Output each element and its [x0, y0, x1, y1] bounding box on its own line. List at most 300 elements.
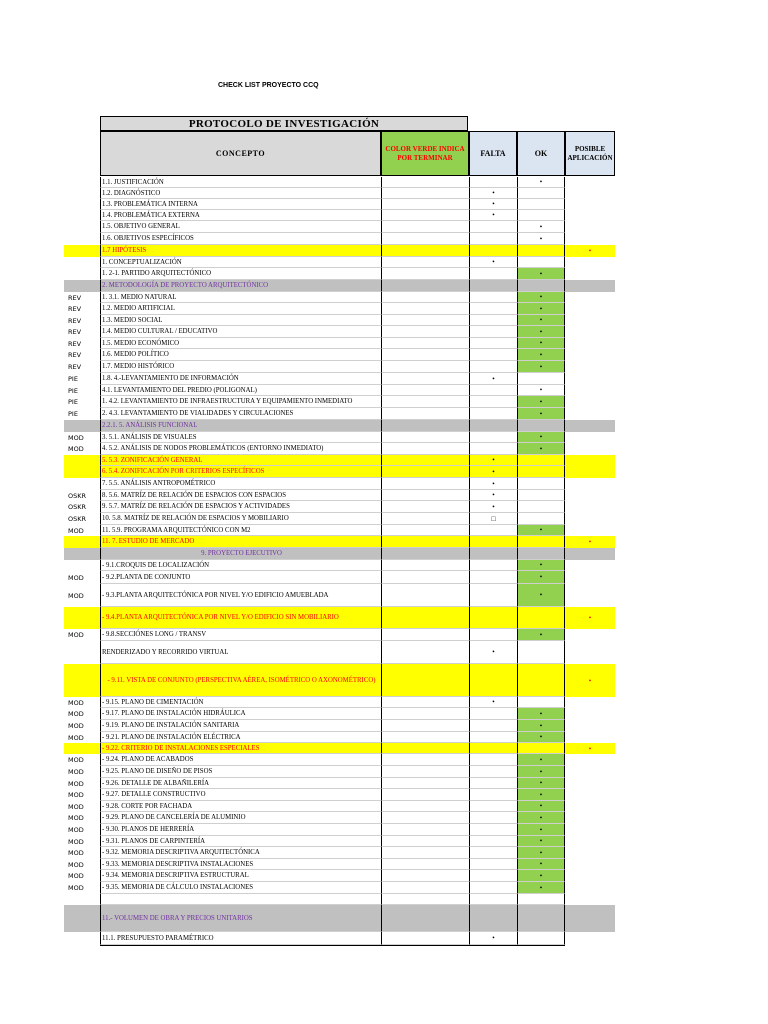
row-tag: PIE — [68, 398, 78, 406]
row-concept: 1. CONCEPTUALIZACIÓN — [100, 257, 381, 268]
row-ok: • — [517, 385, 565, 396]
row-ok: • — [517, 303, 565, 315]
row-tag — [68, 199, 100, 210]
row-ok — [517, 210, 565, 221]
row-color-cell — [381, 257, 469, 268]
row-tag: REV — [68, 328, 82, 336]
row-concept: - 9.4.PLANTA ARQUITECTÓNICA POR NIVEL Y/O EDIFICIO SIN MOBILIARIO — [100, 607, 381, 629]
row-ok — [517, 373, 565, 385]
row-color-cell — [381, 801, 469, 812]
row-concept: 1.2. DIAGNÓSTICO — [100, 188, 381, 199]
row-ok: • — [517, 801, 565, 812]
row-ok — [517, 641, 565, 664]
table-row — [0, 720, 768, 732]
row-falta: • — [469, 641, 517, 664]
row-falta — [469, 847, 517, 859]
row-falta — [469, 361, 517, 373]
row-concept: 10. 5.8. MATRÍZ DE RELACIÓN DE ESPACIOS Y MOBILIARIO — [100, 513, 381, 525]
table-row — [0, 292, 768, 303]
row-falta — [469, 905, 517, 932]
row-falta: • — [469, 466, 517, 478]
row-ok — [517, 490, 565, 501]
row-concept: 1. 3.1. MEDIO NATURAL — [100, 292, 381, 303]
row-color-cell — [381, 754, 469, 766]
row-falta: • — [469, 373, 517, 385]
row-tag: MOD — [68, 698, 84, 707]
row-ok — [517, 280, 565, 292]
row-color-cell — [381, 560, 469, 571]
row-concept: 6. 5.4. ZONIFICACIÓN POR CRITERIOS ESPECÍFICOS — [100, 466, 381, 478]
row-falta — [469, 812, 517, 824]
row-posible: • — [588, 247, 592, 255]
table-row — [0, 233, 768, 245]
row-posible — [565, 408, 615, 420]
row-tag: REV — [68, 351, 82, 359]
row-falta — [469, 743, 517, 754]
row-tag — [68, 210, 100, 221]
row-posible — [565, 812, 615, 824]
row-ok — [517, 257, 565, 268]
row-ok: • — [517, 836, 565, 847]
row-tag: REV — [68, 316, 82, 325]
table-row — [0, 257, 768, 268]
row-falta — [469, 789, 517, 801]
table-row — [0, 584, 768, 607]
table-row — [0, 836, 768, 847]
row-posible — [565, 292, 615, 303]
table-row — [0, 199, 768, 210]
row-ok — [517, 743, 565, 754]
row-concept: 8. 5.6. MATRÍZ DE RELACIÓN DE ESPACIOS CON ESPACIOS — [100, 490, 381, 501]
row-ok: • — [517, 789, 565, 801]
row-ok — [517, 245, 565, 257]
row-falta — [469, 584, 517, 607]
row-tag: MOD — [68, 791, 84, 799]
row-falta: • — [469, 501, 517, 513]
row-ok — [517, 199, 565, 210]
row-ok: • — [517, 720, 565, 732]
table-row — [0, 268, 768, 280]
row-concept: 3. 5.1. ANÁLISIS DE VISUALES — [100, 432, 381, 443]
row-ok — [517, 455, 565, 466]
row-color-cell — [381, 894, 469, 905]
row-color-cell — [381, 349, 469, 361]
row-concept: - 9.2.PLANTA DE CONJUNTO — [100, 571, 381, 584]
row-concept: 1.5. MEDIO ECONÓMICO — [100, 338, 381, 349]
row-ok: • — [517, 443, 565, 455]
row-concept: 9. PROYECTO EJECUTIVO — [100, 548, 381, 560]
header-posible: POSIBLE APLICACIÓN — [565, 131, 615, 176]
table-row — [0, 338, 768, 349]
row-concept: - 9.32. MEMORIA DESCRIPTIVA ARQUITECTÓNICA — [100, 847, 381, 859]
row-concept: - 9.31. PLANOS DE CARPINTERÍA — [100, 836, 381, 847]
row-posible — [565, 629, 615, 641]
row-concept: - 9.27. DETALLE CONSTRUCTIVO — [100, 789, 381, 801]
row-posible — [565, 501, 615, 513]
table-row — [0, 641, 768, 664]
row-posible — [565, 513, 615, 525]
row-ok: • — [517, 349, 565, 361]
table-row — [0, 766, 768, 778]
row-ok: • — [517, 629, 565, 641]
table-row — [0, 560, 768, 571]
row-tag — [68, 245, 100, 257]
row-posible — [565, 385, 615, 396]
row-posible — [565, 257, 615, 268]
row-falta — [469, 303, 517, 315]
row-ok: • — [517, 766, 565, 778]
table-row — [0, 629, 768, 641]
row-color-cell — [381, 315, 469, 326]
table-row — [0, 432, 768, 443]
table-row — [0, 420, 768, 432]
row-tag — [68, 536, 100, 548]
row-tag: MOD — [68, 802, 84, 811]
row-tag — [68, 188, 100, 199]
row-tag: MOD — [68, 779, 84, 788]
row-posible: • — [588, 744, 592, 753]
row-posible — [565, 894, 615, 905]
table-row — [0, 664, 768, 697]
row-falta: • — [469, 257, 517, 268]
row-color-cell — [381, 396, 469, 408]
row-color-cell — [381, 743, 469, 754]
row-color-cell — [381, 199, 469, 210]
header-falta: FALTA — [469, 131, 517, 176]
row-tag — [68, 455, 100, 466]
row-tag — [68, 607, 100, 629]
row-posible — [565, 338, 615, 349]
table-row — [0, 697, 768, 708]
table-row — [0, 870, 768, 882]
row-color-cell — [381, 177, 469, 188]
table-row — [0, 490, 768, 501]
row-tag — [68, 257, 100, 268]
row-falta — [469, 280, 517, 292]
row-concept: - 9.24. PLANO DE ACABADOS — [100, 754, 381, 766]
table-row — [0, 501, 768, 513]
row-tag: MOD — [68, 591, 84, 600]
row-concept: 11. 7. ESTUDIO DE MERCADO — [100, 536, 381, 548]
row-color-cell — [381, 812, 469, 824]
row-ok: • — [517, 571, 565, 584]
row-ok: • — [517, 859, 565, 870]
row-ok: • — [517, 408, 565, 420]
row-concept: 1.3. MEDIO SOCIAL — [100, 315, 381, 326]
row-ok: • — [517, 708, 565, 720]
table-row — [0, 708, 768, 720]
row-posible — [565, 373, 615, 385]
row-ok: • — [517, 882, 565, 894]
row-concept: 1.3. PROBLEMÁTICA INTERNA — [100, 199, 381, 210]
row-tag: PIE — [68, 386, 78, 395]
row-posible — [565, 233, 615, 245]
table-row — [0, 859, 768, 870]
row-posible — [565, 326, 615, 338]
row-tag: MOD — [68, 768, 84, 776]
row-tag: REV — [68, 363, 82, 371]
row-posible — [565, 210, 615, 221]
row-falta — [469, 338, 517, 349]
row-tag: PIE — [68, 375, 78, 383]
row-ok — [517, 905, 565, 932]
row-color-cell — [381, 548, 469, 560]
row-ok — [517, 697, 565, 708]
row-posible — [565, 801, 615, 812]
row-tag: MOD — [68, 756, 84, 764]
row-falta — [469, 233, 517, 245]
row-posible — [565, 303, 615, 315]
row-tag: MOD — [68, 872, 84, 880]
row-color-cell — [381, 789, 469, 801]
row-concept: 1.1. JUSTIFICACIÓN — [100, 177, 381, 188]
row-posible — [565, 315, 615, 326]
row-posible — [565, 932, 615, 945]
row-falta — [469, 824, 517, 836]
row-ok: • — [517, 525, 565, 536]
row-concept: - 9.17. PLANO DE INSTALACIÓN HIDRÁULICA — [100, 708, 381, 720]
row-falta — [469, 292, 517, 303]
row-falta — [469, 315, 517, 326]
row-concept: - 9.35. MEMORIA DE CÁLCULO INSTALACIONES — [100, 882, 381, 894]
row-posible — [565, 490, 615, 501]
row-concept: 1.7 HIPÓTESIS — [100, 245, 381, 257]
table-bottom-border — [100, 945, 565, 946]
row-ok: • — [517, 315, 565, 326]
row-concept: 1.7. MEDIO HISTÓRICO — [100, 361, 381, 373]
table-row — [0, 188, 768, 199]
row-falta — [469, 396, 517, 408]
table-row — [0, 732, 768, 743]
row-concept: - 9.33. MEMORIA DESCRIPTIVA INSTALACIONES — [100, 859, 381, 870]
row-falta — [469, 894, 517, 905]
row-falta: • — [469, 697, 517, 708]
row-color-cell — [381, 280, 469, 292]
row-falta — [469, 548, 517, 560]
row-concept: 2. METODOLOGÍA DE PROYECTO ARQUITECTÓNICO — [100, 280, 381, 292]
row-posible — [565, 177, 615, 188]
row-color-cell — [381, 455, 469, 466]
table-row — [0, 361, 768, 373]
row-posible: • — [588, 614, 592, 622]
row-concept: 11.1. PRESUPUESTO PARAMÉTRICO — [100, 932, 381, 945]
row-posible — [565, 697, 615, 708]
row-color-cell — [381, 210, 469, 221]
row-falta — [469, 766, 517, 778]
row-posible — [565, 560, 615, 571]
row-color-cell — [381, 490, 469, 501]
table-row — [0, 754, 768, 766]
row-falta: • — [469, 199, 517, 210]
row-tag: REV — [68, 305, 82, 313]
row-color-cell — [381, 361, 469, 373]
row-color-cell — [381, 778, 469, 789]
row-posible — [565, 836, 615, 847]
row-falta — [469, 801, 517, 812]
row-ok — [517, 607, 565, 629]
row-tag — [68, 233, 100, 245]
row-falta — [469, 432, 517, 443]
row-concept: - 9.34. MEMORIA DESCRIPTIVA ESTRUCTURAL — [100, 870, 381, 882]
row-ok — [517, 664, 565, 697]
row-color-cell — [381, 708, 469, 720]
row-posible — [565, 478, 615, 490]
row-falta — [469, 443, 517, 455]
row-posible — [565, 641, 615, 664]
table-row — [0, 932, 768, 945]
row-tag — [68, 894, 100, 905]
row-tag: REV — [68, 293, 82, 302]
row-tag — [68, 221, 100, 233]
row-color-cell — [381, 245, 469, 257]
row-ok — [517, 548, 565, 560]
row-falta — [469, 571, 517, 584]
row-ok: • — [517, 177, 565, 188]
table-row — [0, 778, 768, 789]
row-concept: - 9.1.CROQUIS DE LOCALIZACIÓN — [100, 560, 381, 571]
row-posible — [565, 870, 615, 882]
row-tag — [68, 177, 100, 188]
row-posible — [565, 432, 615, 443]
row-falta — [469, 560, 517, 571]
row-concept: - 9.25. PLANO DE DISEÑO DE PISOS — [100, 766, 381, 778]
row-tag: MOD — [68, 722, 84, 730]
row-concept: - 9.26. DETALLE DE ALBAÑILERÍA — [100, 778, 381, 789]
row-falta: • — [469, 932, 517, 945]
table-row — [0, 789, 768, 801]
table-row — [0, 349, 768, 361]
row-concept: 1. 4.2. LEVANTAMIENTO DE INFRAESTRUCTURA Y EQUIPAMIENTO INMEDIATO — [100, 396, 381, 408]
table-row — [0, 455, 768, 466]
row-posible — [565, 720, 615, 732]
row-tag — [68, 905, 100, 932]
row-posible — [565, 443, 615, 455]
row-color-cell — [381, 303, 469, 315]
row-posible — [565, 268, 615, 280]
row-color-cell — [381, 607, 469, 629]
row-ok: • — [517, 432, 565, 443]
row-color-cell — [381, 432, 469, 443]
row-falta — [469, 836, 517, 847]
row-tag: MOD — [68, 814, 84, 822]
row-falta: • — [469, 188, 517, 199]
row-tag — [68, 641, 100, 664]
row-color-cell — [381, 536, 469, 548]
row-concept: - 9.15. PLANO DE CIMENTACIÓN — [100, 697, 381, 708]
row-tag — [68, 466, 100, 478]
row-falta — [469, 754, 517, 766]
table-row — [0, 525, 768, 536]
row-color-cell — [381, 326, 469, 338]
table-row — [0, 177, 768, 188]
row-falta — [469, 349, 517, 361]
row-falta — [469, 245, 517, 257]
row-concept: 1.6. MEDIO POLÍTICO — [100, 349, 381, 361]
row-ok: • — [517, 361, 565, 373]
row-falta — [469, 664, 517, 697]
row-falta — [469, 720, 517, 732]
table-row — [0, 221, 768, 233]
row-concept: 4.1. LEVANTAMIENTO DEL PREDIO (POLIGONAL) — [100, 385, 381, 396]
row-color-cell — [381, 629, 469, 641]
row-posible — [565, 584, 615, 607]
row-tag: OSKR — [68, 515, 87, 523]
table-row — [0, 847, 768, 859]
row-posible — [565, 824, 615, 836]
row-posible — [565, 754, 615, 766]
row-tag — [68, 743, 100, 754]
row-posible: • — [588, 676, 592, 685]
row-color-cell — [381, 420, 469, 432]
table-row — [0, 373, 768, 385]
row-ok — [517, 501, 565, 513]
row-color-cell — [381, 664, 469, 697]
row-falta — [469, 408, 517, 420]
row-concept: - 9.22. CRITERIO DE INSTALACIONES ESPECIALES — [100, 743, 381, 754]
row-ok — [517, 513, 565, 525]
row-concept: 9. 5.7. MATRÍZ DE RELACIÓN DE ESPACIOS Y ACTIVIDADES — [100, 501, 381, 513]
table-row — [0, 536, 768, 548]
row-ok: • — [517, 233, 565, 245]
row-concept: 4. 5.2. ANÁLISIS DE NODOS PROBLEMÁTICOS (ENTORNO INMEDIATO) — [100, 443, 381, 455]
row-concept — [100, 894, 381, 905]
table-row — [0, 315, 768, 326]
row-falta — [469, 778, 517, 789]
table-row — [0, 894, 768, 905]
row-posible — [565, 847, 615, 859]
row-ok: • — [517, 268, 565, 280]
row-concept: 1.8. 4.-LEVANTAMIENTO DE INFORMACIÓN — [100, 373, 381, 385]
table-row — [0, 905, 768, 932]
row-color-cell — [381, 373, 469, 385]
row-color-cell — [381, 188, 469, 199]
row-posible — [565, 199, 615, 210]
row-tag: OSKR — [68, 503, 87, 511]
row-color-cell — [381, 932, 469, 945]
row-ok: • — [517, 754, 565, 766]
row-color-cell — [381, 641, 469, 664]
row-posible — [565, 859, 615, 870]
row-color-cell — [381, 836, 469, 847]
row-falta: □ — [469, 513, 517, 525]
row-color-cell — [381, 905, 469, 932]
table-row — [0, 443, 768, 455]
row-posible — [565, 882, 615, 894]
row-falta: • — [469, 455, 517, 466]
row-posible — [565, 778, 615, 789]
row-concept: 1.4. PROBLEMÁTICA EXTERNA — [100, 210, 381, 221]
row-tag: MOD — [68, 526, 84, 535]
row-ok: • — [517, 396, 565, 408]
row-posible — [565, 188, 615, 199]
row-posible — [565, 466, 615, 478]
table-row — [0, 408, 768, 420]
row-falta — [469, 870, 517, 882]
row-color-cell — [381, 338, 469, 349]
row-tag — [68, 420, 100, 432]
table-row — [0, 466, 768, 478]
row-posible — [565, 349, 615, 361]
row-posible — [565, 766, 615, 778]
row-concept: 1.6. OBJETIVOS ESPECÍFICOS — [100, 233, 381, 245]
row-posible — [565, 525, 615, 536]
row-tag: REV — [68, 339, 82, 348]
table-row — [0, 210, 768, 221]
row-color-cell — [381, 870, 469, 882]
row-falta — [469, 536, 517, 548]
table-row — [0, 303, 768, 315]
row-color-cell — [381, 292, 469, 303]
